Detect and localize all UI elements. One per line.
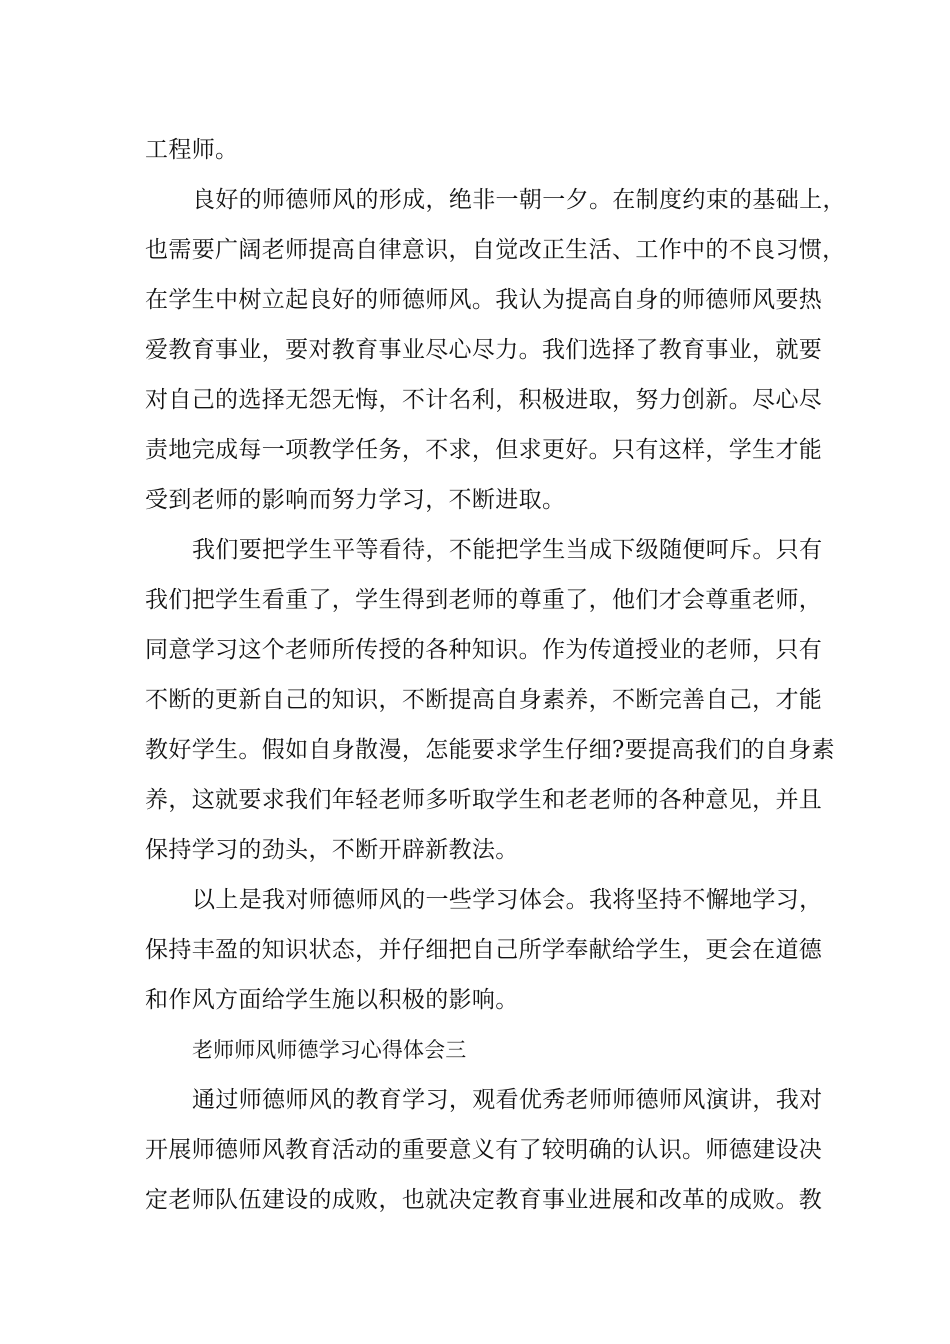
text-line: 不断的更新自己的知识，不断提高自身素养，不断完善自己，才能 [145, 687, 823, 713]
text-line: 保持丰盈的知识状态，并仔细把自己所学奉献给学生，更会在道德 [145, 937, 823, 963]
text-line: 在学生中树立起良好的师德师风。我认为提高自身的师德师风要热 [145, 287, 823, 313]
text-line: 受到老师的影响而努力学习，不断进取。 [145, 487, 566, 513]
text-line: 以上是我对师德师风的一些学习体会。我将坚持不懈地学习， [192, 887, 823, 913]
text-line: 良好的师德师风的形成，绝非一朝一夕。在制度约束的基础上， [192, 187, 846, 213]
text-line: 我们把学生看重了，学生得到老师的尊重了，他们才会尊重老师， [145, 587, 823, 613]
text-line: 爱教育事业，要对教育事业尽心尽力。我们选择了教育事业，就要 [145, 337, 823, 363]
text-line: 同意学习这个老师所传授的各种知识。作为传道授业的老师，只有 [145, 637, 823, 663]
text-line: 保持学习的劲头，不断开辟新教法。 [145, 837, 519, 863]
text-line: 定老师队伍建设的成败，也就决定教育事业进展和改革的成败。教 [145, 1187, 823, 1213]
text-line: 也需要广阔老师提高自律意识，自觉改正生活、工作中的不良习惯， [145, 237, 846, 263]
text-line: 工程师。 [145, 137, 239, 163]
text-line: 和作风方面给学生施以积极的影响。 [145, 987, 519, 1013]
text-line: 对自己的选择无怨无悔，不计名利，积极进取，努力创新。尽心尽 [145, 387, 823, 413]
section-heading: 老师师风师德学习心得体会三 [192, 1038, 467, 1062]
text-line: 开展师德师风教育活动的重要意义有了较明确的认识。师德建设决 [145, 1137, 823, 1163]
text-line: 通过师德师风的教育学习，观看优秀老师师德师风演讲，我对 [192, 1087, 823, 1113]
text-line: 责地完成每一项教学任务，不求，但求更好。只有这样，学生才能 [145, 437, 823, 463]
text-line: 教好学生。假如自身散漫，怎能要求学生仔细?要提高我们的自身素 [145, 737, 835, 763]
text-line: 我们要把学生平等看待，不能把学生当成下级随便呵斥。只有 [192, 537, 823, 563]
text-line: 养，这就要求我们年轻老师多听取学生和老老师的各种意见，并且 [145, 787, 823, 813]
